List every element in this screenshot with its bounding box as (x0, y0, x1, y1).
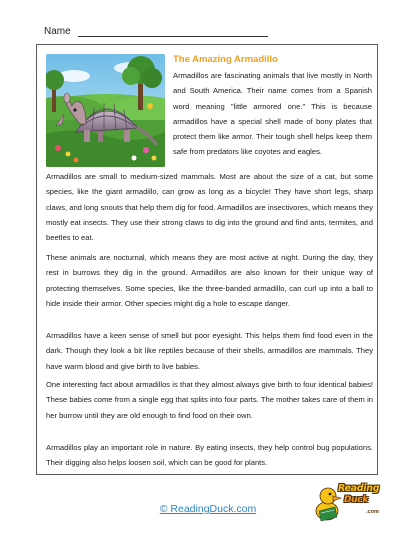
logo-word-reading: Reading (338, 483, 380, 494)
paragraph-nocturnal: These animals are nocturnal, which means they are most active at night. During the day, they rest in burrows they dig in the ground. Armadillos are also known for their unique way of protecting themselves. Some species, like the three-banded armadillo, can curl up into a ball to hide inside their armor. Other species might dig a hole to escape danger. (46, 253, 373, 308)
logo-word-duck: Duck (344, 495, 368, 505)
armadillo-illustration (46, 54, 165, 167)
logo-suffix: .com (366, 509, 379, 515)
name-label: Name (44, 26, 71, 37)
name-write-line[interactable] (78, 36, 268, 37)
paragraph-babies: One interesting fact about armadillos is that they almost always give birth to four identical babies! These babies come from a single egg that splits into four parts. The mother takes care of them in her burrow until they are old enough to find food on their own. (46, 380, 373, 420)
paragraph-size-and-diet: Armadillos are small to medium-sized mammals. Most are about the size of a cat, but some species, like the giant armadillo, can grow as long as a bicycle! They have short legs, sharp claws, and long snouts that help them dig for food. Armadillos are insectivores, which means they mostly eat insects. They use their strong claws to dig into the ground and find ants, termites, and beetles to eat. (46, 172, 373, 243)
reading-duck-logo[interactable] (313, 477, 385, 525)
lead-paragraph: Armadillos are fascinating animals that live mostly in North and South America. Their name comes from a Spanish word meaning "little armored one." This is because armadillos have a special shell made of bony plates that protect them like armor. Their tough shell helps keep them safe from predators like coyotes and eagles. (173, 71, 372, 157)
worksheet-title: The Amazing Armadillo (173, 54, 278, 65)
readingduck-link[interactable]: © ReadingDuck.com (159, 503, 257, 515)
paragraph-role-in-nature: Armadillos play an important role in nature. By eating insects, they help control bug populations. Their digging also helps loosen soil, which can be good for plants. (46, 443, 373, 468)
paragraph-senses: Armadillos have a keen sense of smell but poor eyesight. This helps them find food even in the dark. Though they look a bit like reptiles because of their shells, armadillos are mammals. They have warm blood and give birth to live babies. (46, 331, 373, 371)
